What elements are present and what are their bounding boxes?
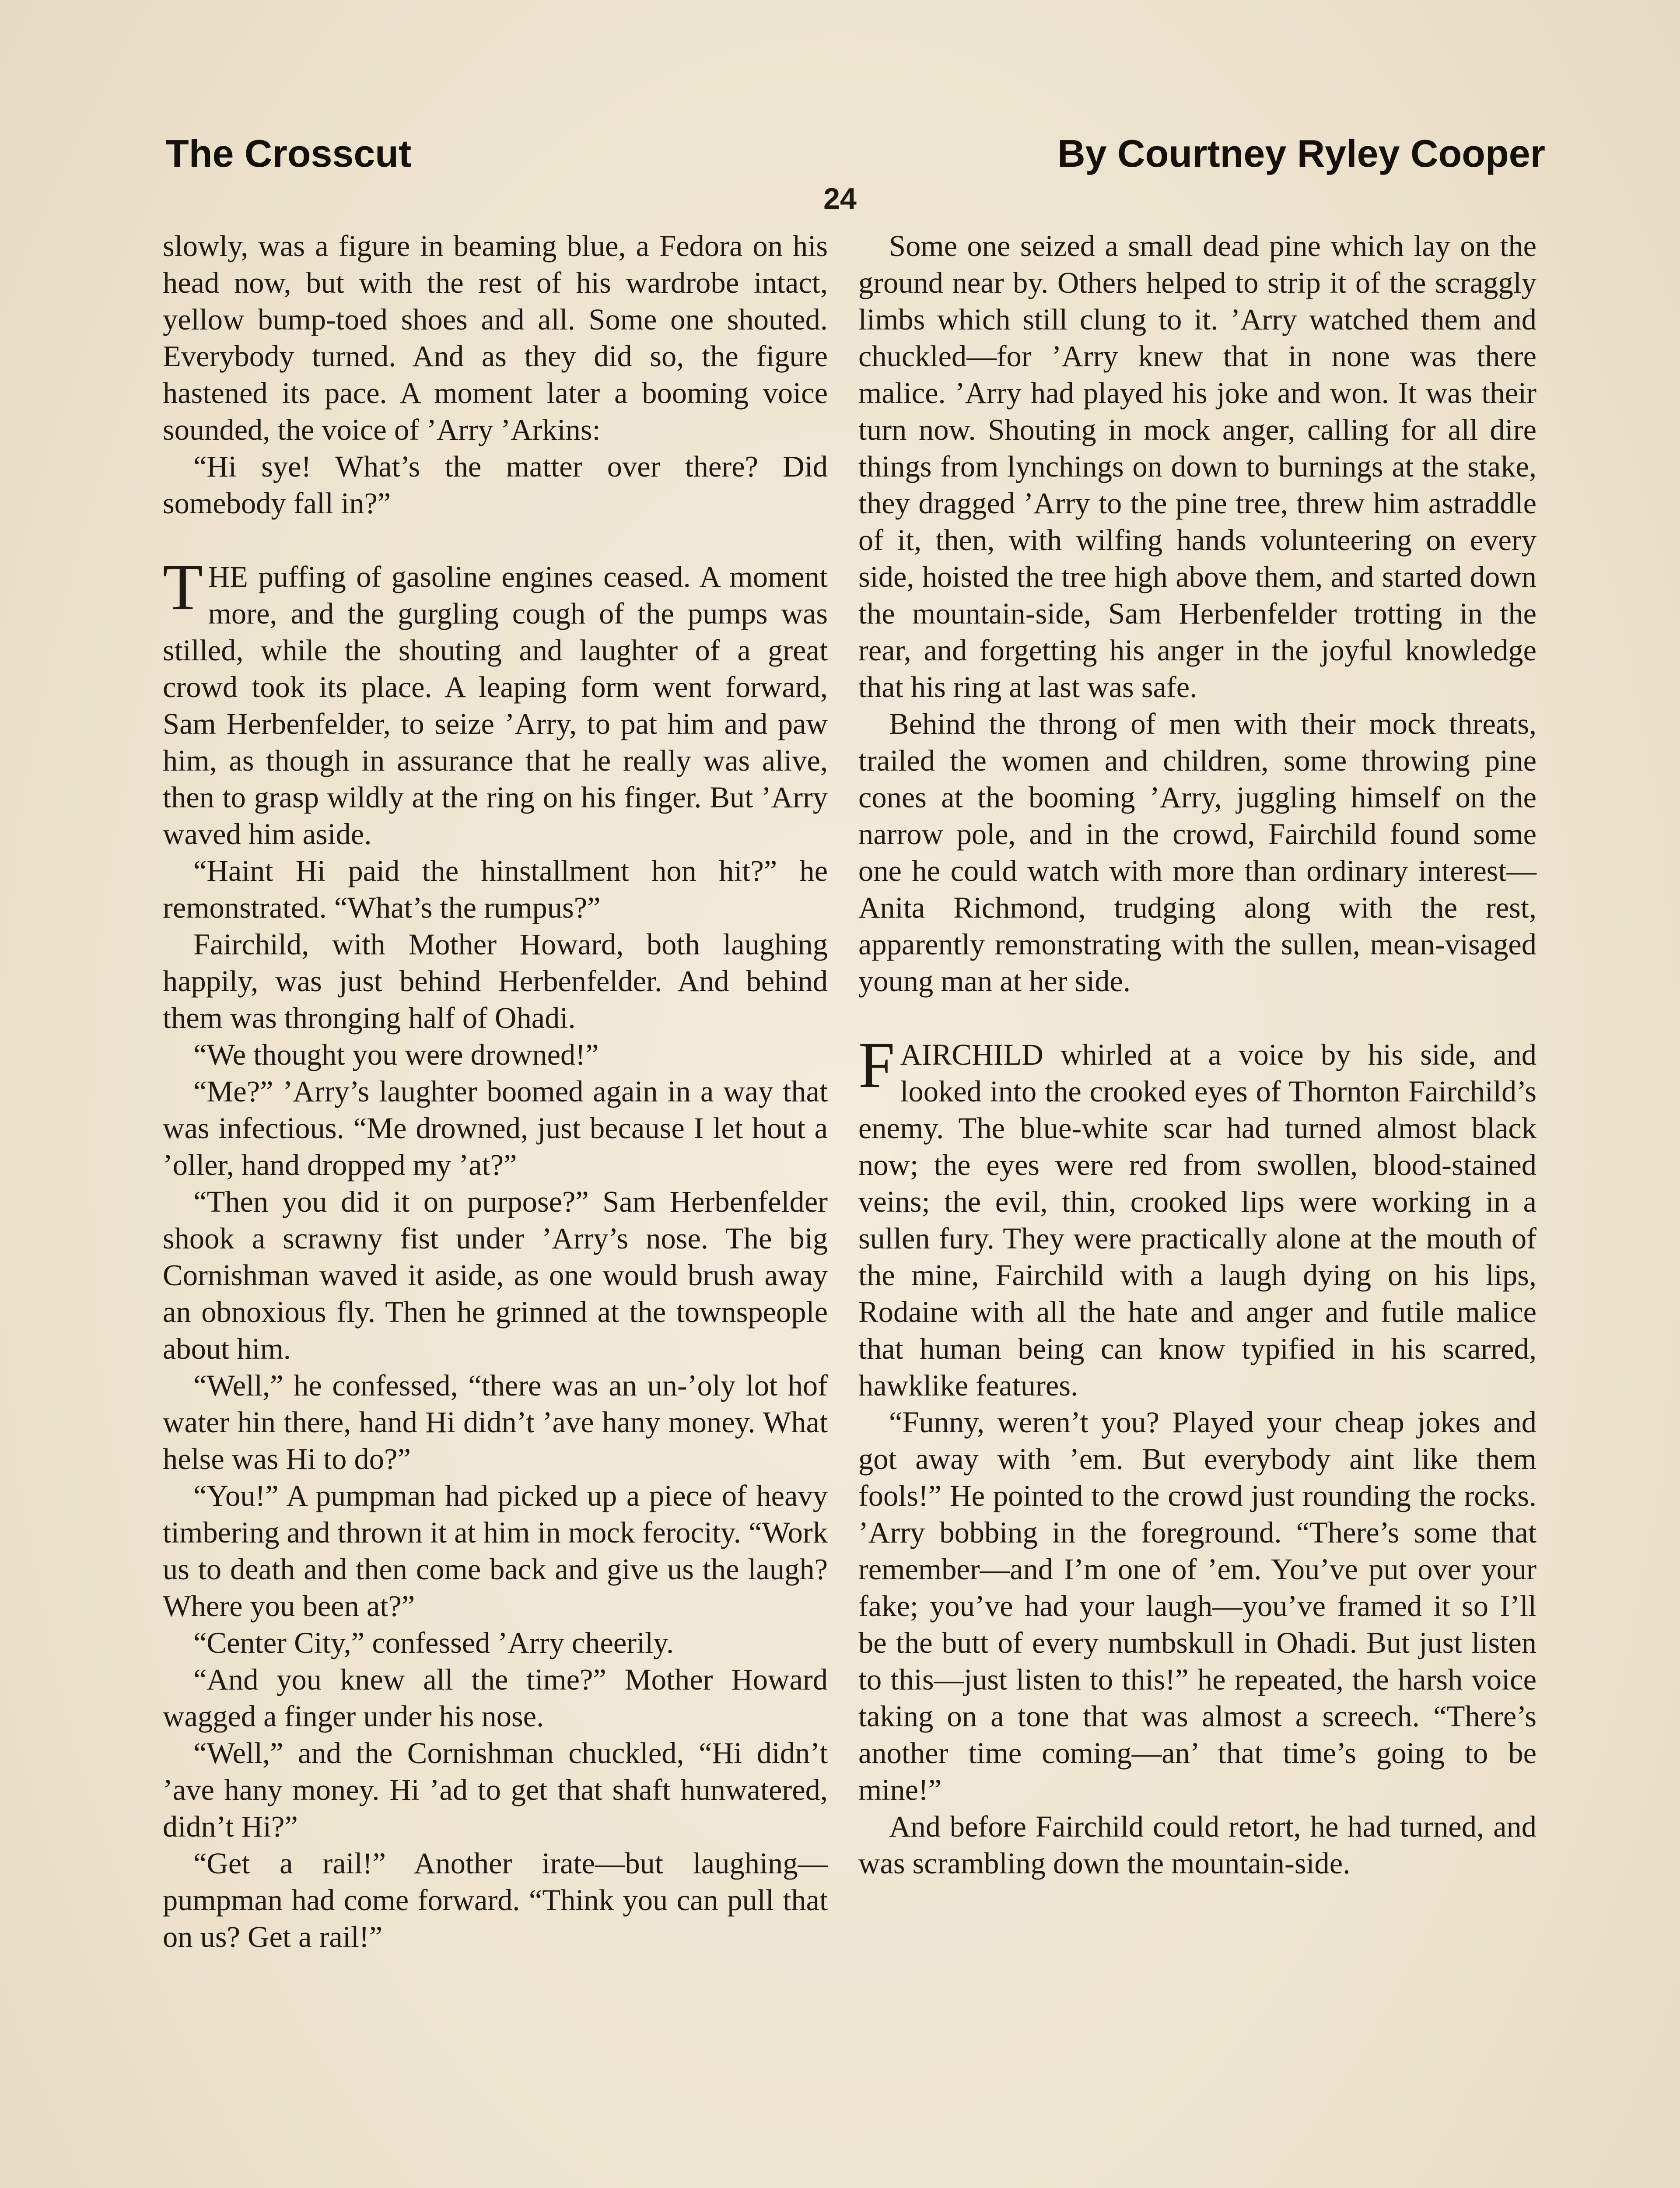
paragraph: [858, 1404, 1536, 1808]
paragraph: [163, 1183, 828, 1367]
paragraph-text: “Center City,” confessed ’Arry cheerily.: [193, 1626, 674, 1659]
paragraph-text: “Get a rail!” Another irate—but laughing—pumpman had come forward. “Think you can pull that on us? Get a rail!”: [163, 1847, 828, 1953]
paragraph: [163, 1477, 828, 1624]
paragraph: [163, 1661, 828, 1735]
drop-cap: T: [163, 551, 203, 624]
paragraph: [163, 1036, 828, 1073]
paragraph: [163, 1367, 828, 1477]
paragraph: [858, 1029, 1536, 1404]
paragraph-text: Fairchild, with Mother Howard, both laughing happily, was just behind Herbenfelder. And behind them was thronging half of Ohadi.: [163, 928, 828, 1034]
paragraph-text: And before Fairchild could retort, he had turned, and was scrambling down the mountain-side.: [858, 1810, 1536, 1880]
page-number: 24: [823, 182, 857, 215]
right-text-column: [858, 228, 1536, 1882]
paragraph: [858, 705, 1536, 999]
paragraph-text: “We thought you were drowned!”: [193, 1038, 599, 1071]
paragraph: [163, 551, 828, 852]
paragraph-text: “Funny, weren’t you? Played your cheap jokes and got away with ’em. But everybody aint like them fools!” He pointed to the crowd just rounding the rocks. ’Arry bobbing in the foreground. “There’s some that remember—and I’m one of ’em. You’ve put over your fake; you’ve had your laugh—you’ve framed it so I’ll be the butt of every numbskull in Ohadi. But just listen to this—just listen to this!” he repeated, the harsh voice taking on a tone that was almost a screech. “There’s another time coming—an’ that time’s going to be mine!”: [858, 1406, 1536, 1806]
paragraph: [163, 1735, 828, 1845]
paragraph: [163, 1845, 828, 1955]
paragraph: [163, 1624, 828, 1661]
paragraph-text: HE puffing of gasoline engines ceased. A moment more, and the gurgling cough of the pumps was stilled, while the shouting and laughter of a great crowd took its place. A leaping form went forward, Sam Herbenfelder, to seize ’Arry, to pat him and paw him, as though in assurance that he really was alive, then to grasp wildly at the ring on his finger. But ’Arry waved him aside.: [163, 560, 828, 851]
left-text-column: [163, 228, 828, 1955]
paragraph: [163, 228, 828, 448]
paragraph-text: “Then you did it on purpose?” Sam Herbenfelder shook a scrawny fist under ’Arry’s nose. The big Cornishman waved it aside, as one would brush away an obnoxious fly. Then he grinned at the townspeople about him.: [163, 1185, 828, 1365]
paragraph-text: “Haint Hi paid the hinstallment hon hit?” he remonstrated. “What’s the rumpus?”: [163, 854, 828, 924]
paragraph-text: “You!” A pumpman had picked up a piece of heavy timbering and thrown it at him in mock ferocity. “Work us to death and then come back and give us the laugh? Where you been at?”: [163, 1479, 828, 1623]
paragraph: [163, 1073, 828, 1183]
paragraph-text: Behind the throng of men with their mock threats, trailed the women and children, some throwing pine cones at the booming ’Arry, juggling himself on the narrow pole, and in the crowd, Fairchild found some one he could watch with more than ordinary interest—Anita Richmond, trudging along with the rest, apparently remonstrating with the sullen, mean-visaged young man at her side.: [858, 707, 1536, 998]
story-title: The Crosscut: [165, 132, 412, 175]
running-header: [165, 131, 1545, 184]
paragraph-text: “Well,” he confessed, “there was an un-’oly lot hof water hin there, hand Hi didn’t ’ave hany money. What helse was Hi to do?”: [163, 1369, 828, 1476]
paragraph-text: “Me?” ’Arry’s laughter boomed again in a way that was infectious. “Me drowned, just because I let hout a ’oller, hand dropped my ’at?”: [163, 1075, 828, 1182]
paragraph: [163, 926, 828, 1036]
paragraph: [163, 448, 828, 522]
paragraph-text: “Well,” and the Cornishman chuckled, “Hi didn’t ’ave hany money. Hi ’ad to get that shaft hunwatered, didn’t Hi?”: [163, 1736, 828, 1843]
drop-cap: F: [858, 1029, 895, 1101]
paragraph-text: “And you knew all the time?” Mother Howard wagged a finger under his nose.: [163, 1663, 828, 1733]
paragraph: [858, 1808, 1536, 1882]
paragraph-text: “Hi sye! What’s the matter over there? Did somebody fall in?”: [163, 450, 828, 520]
paragraph-text: AIRCHILD whirled at a voice by his side, and looked into the crooked eyes of Thornton Fairchild’s enemy. The blue-white scar had turned almost black now; the eyes were red from swollen, blood-stained veins; the evil, thin, crooked lips were working in a sullen fury. They were practically alone at the mouth of the mine, Fairchild with a laugh dying on his lips, Rodaine with all the hate and anger and futile malice that human being can know typified in his scarred, hawklike features.: [858, 1038, 1536, 1402]
paragraph: [163, 852, 828, 926]
paragraph-text: slowly, was a figure in beaming blue, a Fedora on his head now, but with the rest of his wardrobe intact, yellow bump-toed shoes and all. Some one shouted. Everybody turned. And as they did so, the figure hastened its pace. A moment later a booming voice sounded, the voice of ’Arry ’Arkins:: [163, 229, 828, 446]
paragraph: [858, 228, 1536, 705]
paragraph-text: Some one seized a small dead pine which lay on the ground near by. Others helped to strip it of the scraggly limbs which still clung to it. ’Arry watched them and chuckled—for ’Arry knew that in none was there malice. ’Arry had played his joke and won. It was their turn now. Shouting in mock anger, calling for all dire things from lynchings on down to burnings at the stake, they dragged ’Arry to the pine tree, threw him astraddle of it, then, with wilfing hands volunteering on every side, hoisted the tree high above them, and started down the mountain-side, Sam Herbenfelder trotting in the rear, and forgetting his anger in the joyful knowledge that his ring at last was safe.: [858, 229, 1536, 704]
author-byline: By Courtney Ryley Cooper: [1057, 132, 1545, 175]
